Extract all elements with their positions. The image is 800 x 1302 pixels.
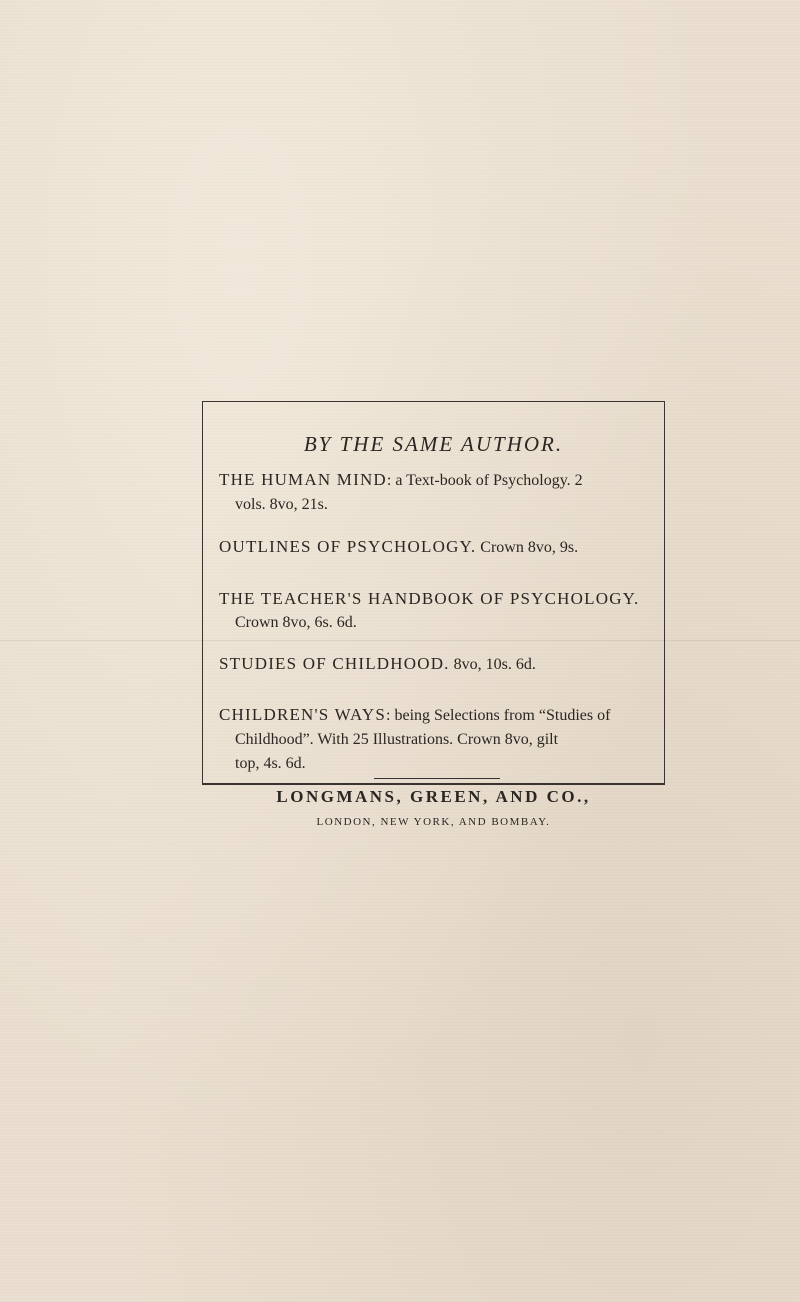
book-details-continued: vols. 8vo, 21s.	[235, 496, 328, 513]
book-details: Crown 8vo, 9s.	[476, 539, 579, 556]
book-title: CHILDREN'S WAYS	[219, 705, 387, 724]
book-details: 8vo, 10s. 6d.	[449, 656, 536, 673]
publisher-name: LONGMANS, GREEN, AND CO.,	[276, 787, 591, 806]
book-title: STUDIES OF CHILDHOOD.	[219, 654, 450, 673]
advertisement-box	[202, 401, 665, 828]
book-details-continued: Crown 8vo, 6s. 6d.	[235, 614, 357, 631]
advertisement-heading: BY THE SAME AUTHOR.	[303, 432, 564, 456]
book-title: OUTLINES OF PSYCHOLOGY.	[219, 537, 477, 556]
book-details: : being Selections from “Studies of	[386, 707, 611, 724]
book-entry-human-mind	[219, 468, 648, 517]
book-entry-teachers-handbook	[219, 587, 648, 635]
book-entry-outlines	[219, 535, 648, 560]
divider-rule	[374, 778, 500, 779]
publisher-places: LONDON, NEW YORK, AND BOMBAY.	[316, 816, 551, 828]
book-title: THE HUMAN MIND	[219, 470, 387, 489]
book-entry-childrens-ways	[219, 703, 648, 776]
book-details-continued: Childhood”. With 25 Illustrations. Crown 8vo, gilt	[235, 731, 559, 748]
book-details: : a Text-book of Psychology. 2	[386, 472, 583, 489]
book-details-continued: top, 4s. 6d.	[235, 755, 306, 772]
book-title: THE TEACHER'S HANDBOOK OF PSYCHOLOGY.	[219, 589, 640, 608]
book-entry-studies-childhood	[219, 652, 648, 677]
